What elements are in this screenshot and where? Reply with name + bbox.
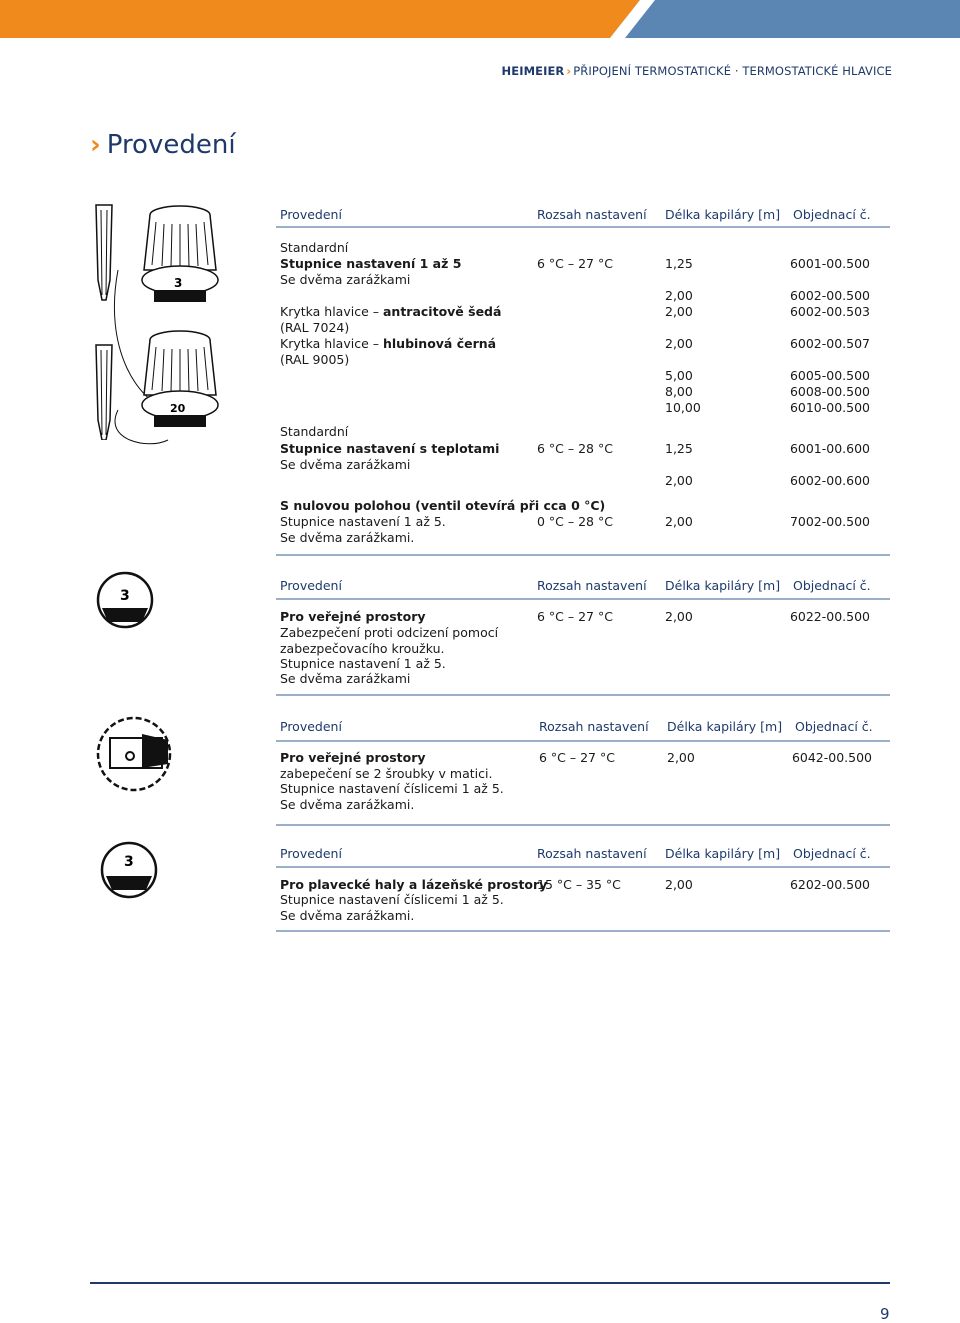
group3-title: S nulovou polohou (ventil otevírá při cca 0 °C) <box>280 498 606 513</box>
col-header-rozsah: Rozsah nastavení <box>537 578 647 593</box>
group1-code-6: 6008-00.500 <box>789 384 870 399</box>
group2-code-1: 6001-00.600 <box>789 441 870 456</box>
group1-code-7: 6010-00.500 <box>789 400 870 415</box>
col-header-delka: Délka kapiláry [m] <box>665 578 781 593</box>
brand-name: HEIMEIER <box>501 64 565 78</box>
group1-scale: Stupnice nastavení 1 až 5 <box>280 256 462 271</box>
group2-len-1: 1,25 <box>665 441 693 456</box>
running-header <box>502 64 892 78</box>
col-header-rozsah: Rozsah nastavení <box>537 846 647 861</box>
col-header-provedeni: Provedení <box>280 719 342 734</box>
col-header-rozsah: Rozsah nastavení <box>539 719 649 734</box>
group2-title: Standardní <box>280 424 349 439</box>
group3-scale: Stupnice nastavení 1 až 5. <box>280 514 446 529</box>
header-rule <box>276 740 890 742</box>
group1-len-1: 1,25 <box>665 256 693 271</box>
group3-code: 7002-00.500 <box>789 514 870 529</box>
section4-len: 2,00 <box>665 877 693 892</box>
section2-code: 6022-00.500 <box>789 609 870 624</box>
col-header-objednaci: Objednací č. <box>793 207 871 222</box>
section3-line3: Se dvěma zarážkami. <box>280 797 415 812</box>
svg-text:20: 20 <box>170 402 186 415</box>
group1-code-2: 6002-00.500 <box>789 288 870 303</box>
cap2-line: Krytka hlavice – hlubinová černá <box>280 336 497 351</box>
cap2-ral: (RAL 9005) <box>280 352 350 367</box>
section2-len: 2,00 <box>665 609 693 624</box>
section3-line1: zabepečení se 2 šroubky v matici. <box>280 766 493 781</box>
group1-code-4: 6002-00.507 <box>789 336 870 351</box>
group3-stops: Se dvěma zarážkami. <box>280 530 415 545</box>
col-header-objednaci: Objednací č. <box>793 578 871 593</box>
chevron-right-icon: › <box>90 130 101 160</box>
section-rule <box>276 824 890 826</box>
cap1-line: Krytka hlavice – antracitově šedá <box>280 304 502 319</box>
header-rule <box>276 866 890 868</box>
col-header-rozsah: Rozsah nastavení <box>537 207 647 222</box>
svg-text:3: 3 <box>124 854 134 870</box>
group1-len-3: 2,00 <box>665 304 693 319</box>
group1-title: Standardní <box>280 240 349 255</box>
anti-theft-head-illustration <box>90 570 160 632</box>
breadcrumb: PŘIPOJENÍ TERMOSTATICKÉ · TERMOSTATICKÉ HLAVICE <box>573 64 892 78</box>
chevron-right-icon: › <box>566 64 572 78</box>
section3-range: 6 °C – 27 °C <box>539 750 615 765</box>
section3-len: 2,00 <box>667 750 695 765</box>
header-rule <box>276 598 890 600</box>
section4-range: 15 °C – 35 °C <box>537 877 621 892</box>
section4-title: Pro plavecké haly a lázeňské prostory <box>280 877 548 892</box>
col-header-provedeni: Provedení <box>280 578 342 593</box>
col-header-delka: Délka kapiláry [m] <box>665 207 781 222</box>
section4-line1: Stupnice nastavení číslicemi 1 až 5. <box>280 892 504 907</box>
section3-code: 6042-00.500 <box>791 750 872 765</box>
group2-scale: Stupnice nastavení s teplotami <box>280 441 500 456</box>
svg-text:3: 3 <box>174 276 183 290</box>
group2-code-2: 6002-00.600 <box>789 473 870 488</box>
group1-code-1: 6001-00.500 <box>789 256 870 271</box>
section3-title: Pro veřejné prostory <box>280 750 426 765</box>
section4-code: 6202-00.500 <box>789 877 870 892</box>
section2-line1: Zabezpečení proti odcizení pomocí <box>280 625 499 640</box>
pool-head-illustration <box>94 840 164 902</box>
col-header-delka: Délka kapiláry [m] <box>665 846 781 861</box>
col-header-objednaci: Objednací č. <box>793 846 871 861</box>
section-rule <box>276 554 890 556</box>
page-number: 9 <box>880 1305 890 1323</box>
thermostat-head-illustration <box>108 200 226 450</box>
section4-line2: Se dvěma zarážkami. <box>280 908 415 923</box>
page-title: › Provedení <box>90 130 236 160</box>
group1-len-7: 10,00 <box>665 400 701 415</box>
header-rule <box>276 226 890 228</box>
group2-stops: Se dvěma zarážkami <box>280 457 411 472</box>
col-header-delka: Délka kapiláry [m] <box>667 719 783 734</box>
section-rule <box>276 930 890 932</box>
section2-title: Pro veřejné prostory <box>280 609 426 624</box>
col-header-provedeni: Provedení <box>280 207 342 222</box>
section2-line2: zabezpečovacího kroužku. <box>280 641 445 656</box>
group2-range: 6 °C – 28 °C <box>537 441 613 456</box>
group1-range: 6 °C – 27 °C <box>537 256 613 271</box>
group3-len: 2,00 <box>665 514 693 529</box>
svg-text:3: 3 <box>120 588 130 604</box>
section3-line2: Stupnice nastavení číslicemi 1 až 5. <box>280 781 504 796</box>
group1-code-3: 6002-00.503 <box>789 304 870 319</box>
group1-len-2: 2,00 <box>665 288 693 303</box>
section2-line4: Se dvěma zarážkami <box>280 671 411 686</box>
group3-range: 0 °C – 28 °C <box>537 514 613 529</box>
group1-len-4: 2,00 <box>665 336 693 351</box>
section2-range: 6 °C – 27 °C <box>537 609 613 624</box>
screw-lock-head-illustration <box>96 712 176 792</box>
section2-line3: Stupnice nastavení 1 až 5. <box>280 656 446 671</box>
footer-rule <box>90 1282 890 1284</box>
section-rule <box>276 694 890 696</box>
group1-stops: Se dvěma zarážkami <box>280 272 411 287</box>
top-color-band <box>0 0 960 38</box>
group1-len-5: 5,00 <box>665 368 693 383</box>
col-header-objednaci: Objednací č. <box>795 719 873 734</box>
cap1-ral: (RAL 7024) <box>280 320 350 335</box>
group2-len-2: 2,00 <box>665 473 693 488</box>
group1-code-5: 6005-00.500 <box>789 368 870 383</box>
col-header-provedeni: Provedení <box>280 846 342 861</box>
group1-len-6: 8,00 <box>665 384 693 399</box>
